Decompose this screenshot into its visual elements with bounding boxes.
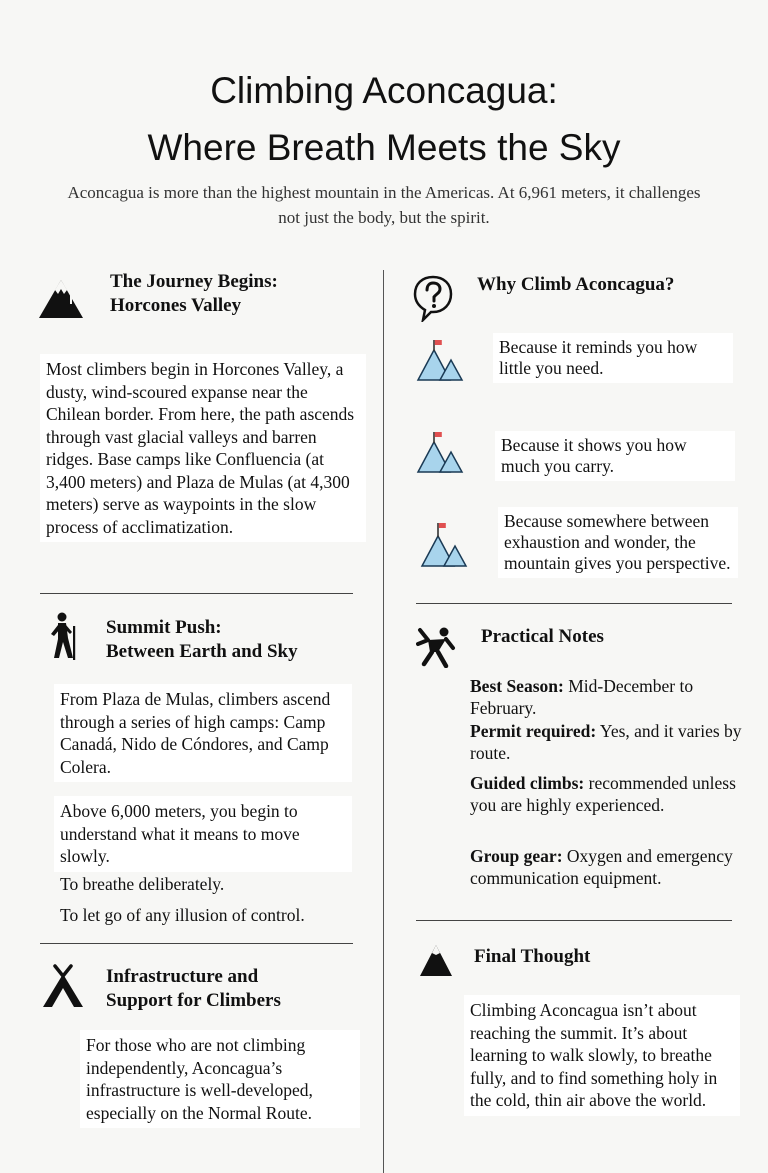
summit-para-2: Above 6,000 meters, you begin to understand what it means to move slowly. [54, 796, 352, 872]
divider-left-1 [40, 593, 353, 594]
practical-note-gear [470, 846, 742, 889]
mountain-flag-icon [420, 520, 468, 568]
note-label: Guided climbs: [470, 773, 585, 793]
mountain-flag-icon [416, 338, 464, 382]
infrastructure-body: For those who are not climbing independently, Aconcagua’s infrastructure is well-developed, especially on the Normal Route. [80, 1030, 360, 1128]
summit-title [106, 616, 298, 664]
summit-title-line-1: Summit Push: [106, 617, 222, 638]
mountain-flag-icon [416, 430, 464, 474]
why-reason-2: Because it shows you how much you carry. [495, 431, 735, 481]
note-label: Group gear: [470, 846, 563, 866]
title-line-1: Climbing Aconcagua: [210, 70, 558, 111]
title-line-2: Where Breath Meets the Sky [147, 127, 621, 168]
summit-para-1: From Plaza de Mulas, climbers ascend through a series of high camps: Camp Canadá, Nido de Cóndores, and Camp Colera. [54, 684, 352, 782]
question-mark-icon [412, 274, 454, 322]
note-text: Mid-December to February. [470, 676, 694, 718]
summit-title-line-2: Between Earth and Sky [106, 641, 298, 662]
mountain-flag-icon [37, 276, 85, 320]
note-text: Oxygen and emergency communication equipment. [470, 846, 733, 888]
divider-right-2 [416, 920, 732, 921]
practical-note-permit [470, 721, 742, 764]
why-reason-1: Because it reminds you how little you need. [493, 333, 733, 383]
infrastructure-title-line-1: Infrastructure and [106, 966, 259, 987]
why-title: Why Climb Aconcagua? [477, 274, 675, 295]
journey-title [110, 270, 278, 318]
note-label: Permit required: [470, 721, 597, 741]
practical-note-season [470, 676, 742, 719]
journey-title-line-2: Horcones Valley [110, 295, 242, 316]
page-title [0, 62, 768, 176]
final-body: Climbing Aconcagua isn’t about reaching the summit. It’s about learning to walk slowly, to breathe fully, and to find something holy in the cold, thin air above the world. [464, 995, 740, 1116]
practical-note-guided [470, 773, 742, 816]
intro-text: Aconcagua is more than the highest mountain in the Americas. At 6,961 meters, it challenges not just the body, but the spirit. [67, 183, 701, 227]
journey-title-line-1: The Journey Begins: [110, 271, 278, 292]
infrastructure-title [106, 965, 281, 1013]
note-text: recommended unless you are highly experienced. [470, 773, 736, 815]
divider-right-1 [416, 603, 732, 604]
climber-icon [416, 626, 456, 668]
summit-para-4: To let go of any illusion of control. [60, 905, 305, 925]
note-label: Best Season: [470, 676, 564, 696]
infrastructure-title-line-2: Support for Climbers [106, 990, 281, 1011]
final-title: Final Thought [474, 946, 591, 967]
why-reason-3: Because somewhere between exhaustion and wonder, the mountain gives you perspective. [498, 507, 738, 578]
summit-para-3: To breathe deliberately. [60, 874, 225, 894]
practical-title: Practical Notes [481, 626, 604, 647]
hiker-icon [46, 612, 82, 660]
divider-left-2 [40, 943, 353, 944]
peak-icon [418, 942, 454, 978]
journey-body: Most climbers begin in Horcones Valley, a dusty, wind-scoured expanse near the Chilean border. From here, the path ascends through vast glacial valleys and barren ridges. Base camps like Confluencia (at 3,400 meters) and Plaza de Mulas (at 4,300 meters) serve as waypoints in the slow process of acclimatization. [40, 354, 366, 542]
note-text: Yes, and it varies by route. [470, 721, 742, 763]
tent-icon [40, 964, 86, 1008]
column-divider [383, 270, 384, 1173]
